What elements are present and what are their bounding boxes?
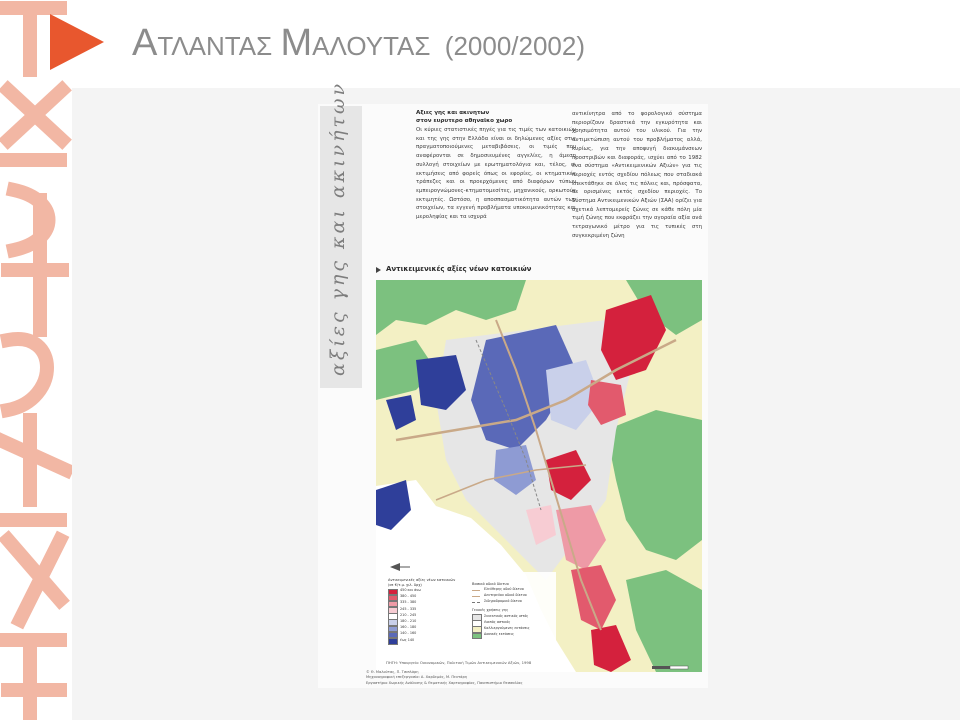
legend-subtitle-values: (σε €/τ.μ. χιλ. δρχ) (388, 583, 422, 587)
legend-title-landuse: Γενικές χρήσεις γης (472, 607, 509, 612)
legend-class-list (388, 588, 462, 644)
column-body-right: αντικίνητρα από το φορολογικό σύστημα περιορίζουν δραστικά την εγκυρότητα και χρησιμότητα αυτού του υλικού. Για την αντιμετώπιση αυτού του προβλήματος αλλά, κυρίως, για την αποφυγή διακυμάνσεων προστριβών και διαφοράς, ισχύει από το 1982 ένα σύστημα «Αντικειμενικών Αξιών» για τις περιοχές εντός σχεδίου πόλεως που σταδιακά επεκτάθηκε σε όλες τις πόλεις και, πρόσφατα, σε ορισμένες εκτός σχεδίου περιοχές. Το Σύστημα Αντικειμενικών Αξιών (ΣΑΑ) ορίζει για σχετικά λεπτομερείς ζώνες σε κάθε πόλη μία τιμή ζώνης που εκφράζει την αγοραία αξία ανά τετραγωνικό μέτρο για τις τυπικές στη συγκεκριμένη ζώνη (572, 111, 702, 239)
side-label-text: αξίες γης και ακινήτων (327, 80, 349, 376)
map-legend (386, 572, 556, 664)
legend-label: Συνεκτικός αστικός ιστός (484, 613, 529, 618)
map-caption: Αντικειμενικές αξίες νέων κατοικιών (386, 265, 532, 273)
legend-label: 210 - 245 (400, 612, 417, 617)
map-credits (366, 670, 580, 686)
text-column-left (416, 110, 576, 258)
title-word-2: ΑΛΟΥΤΑΣ (312, 31, 431, 61)
legend-network (472, 582, 556, 638)
legend-label: 450 και άνω (400, 588, 421, 592)
play-triangle-icon (50, 14, 104, 70)
credit-line: Εργαστήριο Χωρικής Ανάλυσης & Θεματικής Χαρτογραφίας, Πανεπιστήμιο Θεσσαλίας (366, 680, 523, 685)
legend-row (388, 638, 462, 644)
legend-label: 160 - 180 (400, 625, 417, 630)
legend-title-values: Αντικειμενικές αξίες νέων κατοικιών (388, 578, 456, 582)
legend-landuse-list (472, 614, 556, 639)
column-heading-1: Αξιες γης και ακινητων (416, 110, 490, 116)
text-column-right (572, 110, 702, 258)
title-initial-1: Α (132, 22, 158, 64)
legend-label: 335 - 380 (400, 600, 417, 605)
legend-row (472, 599, 556, 605)
title-initial-2: Μ (280, 22, 313, 64)
credit-line: © Θ. Μαλούτας, Π. Τσιπλάρη (366, 670, 419, 674)
legend-label: Δασικές εκτάσεις (484, 632, 514, 637)
column-body-left: Οι κύριες στατιστικές πηγές για τις τιμές των κατοικιών και της γης στην Ελλάδα είναι οι δηλώμενες αξίες στις πραγματοποιούμενες μεταβιβάσεις, οι τιμές που αναφέρονται σε δημοσιευμένες αγγελίες, η άμεση συλλογή στοιχείων με ερωτηματολόγια και, τέλος, οι εκτιμήσεις από φορείς όπως οι εφορίες, οι κτηματικές τράπεζες και οι προερχόμενες από διαφόρων τύπων εμπειρογνώμονες-κτηματομεσίτες, μηχανικούς, ορκωτούς εκτιμητές. Ωστόσο, η αποσπασματικότητα αυτών των στοιχείων, τα εγγενή προβλήματα υποκειμενικότητας και μεροληψίας και τα ισχυρά (416, 127, 576, 221)
decorative-letters-graphic (0, 0, 72, 720)
legend-label: 140 - 160 (400, 631, 417, 636)
legend-values (388, 578, 462, 644)
scale-bar-icon (652, 664, 692, 672)
decorative-side-strip (0, 0, 72, 720)
legend-label: Δευτερεύον οδικό δίκτυο (484, 593, 527, 598)
legend-title-network: Βασικό οδικό δίκτυο (472, 582, 509, 586)
legend-label: Ελεύθερης οδού δίκτυο (484, 587, 524, 591)
credit-line: Μηχανογραφική επεξεργασία: Α. Χαρδεμάς, Μ. Πεντάρη (366, 675, 468, 680)
caption-arrow-icon (376, 267, 381, 273)
legend-label: Καλλιεργούμενες εκτάσεις (484, 625, 530, 630)
legend-swatch (388, 638, 398, 645)
north-arrow-icon (388, 562, 412, 572)
legend-road-list (472, 587, 556, 606)
title-years: (2000/2002) (444, 31, 586, 61)
legend-label: Σιδηροδρομικό δίκτυο (484, 599, 522, 604)
legend-row (472, 632, 556, 638)
legend-swatch (472, 602, 480, 603)
title-word-1: ΤΛΑΝΤΑΣ (157, 31, 273, 61)
map-source-line: ΠΗΓΗ: Υπουργείο Οικονομικών, Πολιτική Τιμών Αντικειμενικών Αξιών, 1998 (386, 660, 532, 665)
legend-label: 180 - 210 (400, 618, 417, 623)
legend-label: 380 - 450 (400, 594, 417, 599)
legend-swatch (472, 596, 480, 597)
legend-swatch (472, 590, 480, 591)
legend-label: έως 140 (400, 637, 415, 642)
legend-label: Λοιπός αστικός (484, 619, 511, 624)
legend-label: 245 - 335 (400, 606, 417, 611)
column-heading-2: στον ευρυτερο αθηναϊκο χωρο (416, 118, 513, 124)
slide-title (132, 22, 585, 65)
legend-swatch (472, 633, 482, 640)
